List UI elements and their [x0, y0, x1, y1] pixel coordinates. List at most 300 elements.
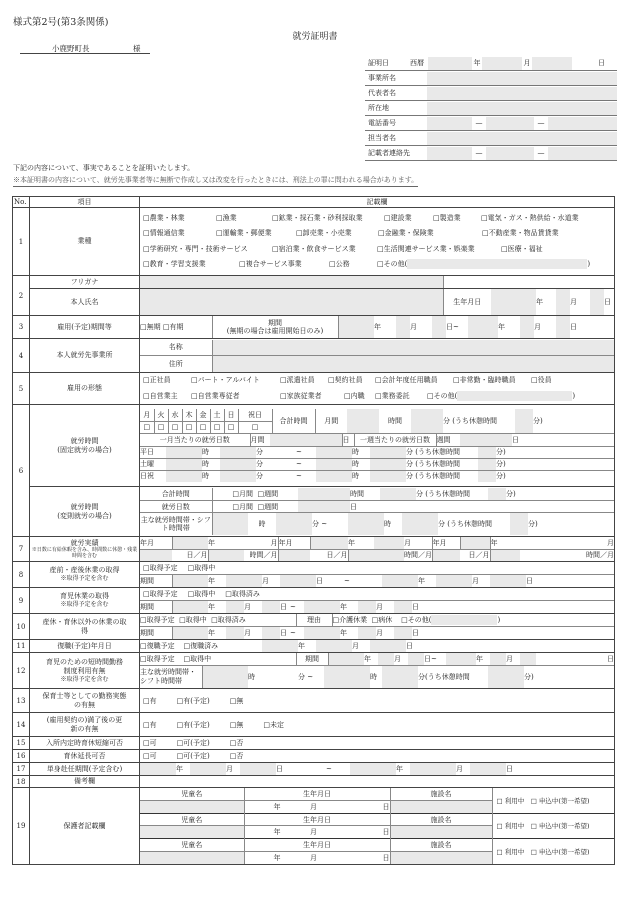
- contact-person-input[interactable]: [427, 132, 617, 145]
- row-label: 業種: [30, 208, 140, 276]
- end-month-input[interactable]: [520, 316, 534, 338]
- days-input[interactable]: [140, 549, 172, 561]
- row-no: 7: [13, 537, 30, 562]
- start-day-input[interactable]: [240, 763, 276, 775]
- industry-option[interactable]: □情報通信業: [143, 229, 185, 237]
- industry-option[interactable]: □漁業: [216, 213, 237, 222]
- day-sun: 日: [224, 409, 238, 421]
- cert-month-input[interactable]: [482, 57, 522, 70]
- yes-planned-option[interactable]: □有(予定): [176, 696, 210, 705]
- shift-start-hour[interactable]: [212, 513, 248, 535]
- day-checkbox[interactable]: □: [182, 421, 196, 433]
- start-month-input[interactable]: [378, 653, 394, 665]
- child-name-label: 児童名: [181, 840, 203, 849]
- maternity-status: [140, 563, 614, 575]
- m-label: 月: [376, 602, 383, 611]
- day-checkbox[interactable]: □: [196, 421, 210, 433]
- break-label: 分 (うち休憩時間: [438, 520, 492, 528]
- name-input[interactable]: [140, 289, 443, 315]
- writer-phone-2[interactable]: [486, 147, 534, 160]
- m-label: 月: [376, 628, 383, 637]
- var-break-input[interactable]: [488, 488, 506, 500]
- possible-planned-option[interactable]: □可(予定): [176, 739, 210, 747]
- industry-option[interactable]: □製造業: [433, 213, 461, 222]
- cert-date-label: 証明日: [368, 59, 389, 67]
- other-leave-status: [140, 614, 296, 626]
- facility-label: 施設名: [390, 813, 492, 826]
- start-hour-input[interactable]: [166, 458, 202, 470]
- days-per-week-input[interactable]: [460, 434, 512, 446]
- phone-input-1[interactable]: [427, 117, 472, 130]
- indefinite-option[interactable]: □無期: [140, 323, 161, 331]
- monthly-minutes-input[interactable]: [411, 409, 443, 433]
- ym-month-input[interactable]: [374, 537, 404, 549]
- name-label: 本人氏名: [30, 289, 140, 316]
- m-label: 月: [244, 602, 251, 611]
- workplace-address-input[interactable]: [212, 356, 614, 372]
- dash: —: [475, 149, 483, 157]
- end-min-input[interactable]: [370, 446, 406, 458]
- returned-option[interactable]: □復職済み: [183, 642, 219, 650]
- day-checkbox[interactable]: □: [154, 421, 168, 433]
- close-paren: ): [572, 391, 576, 400]
- childcare-leave-label: 育児休業の取得 ※取得予定を含む: [30, 588, 140, 614]
- start-year-input[interactable]: [328, 653, 364, 665]
- day-tue: 火: [154, 409, 168, 421]
- day-label: 日: [350, 500, 614, 512]
- end-min-input[interactable]: [370, 470, 406, 482]
- fixed-term-option[interactable]: □有期: [162, 323, 184, 331]
- start-day-input[interactable]: [432, 316, 446, 338]
- hour-label: 時: [352, 472, 359, 481]
- yes-planned-option[interactable]: □有(予定): [176, 720, 210, 729]
- industry-option[interactable]: □複合サービス事業: [239, 260, 302, 268]
- shift-start-min[interactable]: [276, 513, 312, 535]
- industry-option[interactable]: □生活関連サービス業・娯楽業: [377, 244, 475, 253]
- d-label: 日: [317, 851, 390, 864]
- row-label: (雇用契約の)満了後の更新の有無: [30, 713, 140, 737]
- row-nursery-work: [13, 689, 615, 713]
- child-name-input[interactable]: [140, 851, 244, 864]
- emp-type-option[interactable]: □正社員: [143, 376, 171, 384]
- shift-end-hour[interactable]: [324, 666, 370, 688]
- break-input[interactable]: [488, 666, 524, 688]
- in-progress-option[interactable]: □取得中: [179, 616, 207, 624]
- shift-label: 主な就労時間帯・シフト時間帯: [140, 515, 211, 532]
- break-label: 分 (うち休憩時間: [416, 490, 470, 498]
- y-label: 年: [418, 576, 425, 585]
- certification-statement: 下記の内容について、事実であることを証明いたします。: [13, 164, 195, 172]
- d-label: 日: [276, 765, 283, 773]
- start-month-input[interactable]: [226, 601, 244, 613]
- possible-option[interactable]: □可: [143, 739, 157, 747]
- cert-date-row: [365, 56, 617, 71]
- completed-option[interactable]: □取得済み: [211, 616, 246, 624]
- d-label: 日: [506, 765, 513, 773]
- month-option[interactable]: □月間: [232, 502, 254, 511]
- sick-leave-option[interactable]: □病休: [371, 616, 393, 624]
- m-label: 月: [270, 538, 278, 547]
- writer-phone-1[interactable]: [427, 147, 472, 160]
- cert-year-input[interactable]: [428, 57, 472, 70]
- emp-type-option[interactable]: □派遣社員: [280, 376, 315, 384]
- reason-label: 理由: [296, 614, 332, 626]
- day-label: 日: [342, 434, 354, 446]
- industry-line-1: [140, 211, 614, 227]
- cert-label: 所在地: [368, 104, 389, 112]
- form-number: 様式第2号(第3条関係): [13, 17, 109, 28]
- possible-option[interactable]: □可: [143, 752, 157, 760]
- start-year-input[interactable]: [172, 575, 208, 587]
- furigana-input[interactable]: [140, 276, 443, 288]
- y-label: 年: [476, 655, 483, 663]
- end-year-input[interactable]: [382, 575, 418, 587]
- day-holiday: 祝日: [238, 409, 272, 421]
- end-month-input[interactable]: [358, 627, 376, 639]
- ym-year-input[interactable]: [310, 537, 348, 549]
- end-day-input[interactable]: [470, 763, 506, 775]
- industry-option[interactable]: □運輸業・郵便業: [216, 229, 272, 237]
- industry-option[interactable]: □鉱業・採石業・砂利採取業: [272, 213, 363, 222]
- facility-input[interactable]: [390, 851, 492, 864]
- shift-end-min[interactable]: [382, 666, 418, 688]
- day-checkbox[interactable]: □: [224, 421, 238, 433]
- birth-day-input[interactable]: [590, 289, 604, 315]
- start-year-input[interactable]: [172, 601, 208, 613]
- care-leave-option[interactable]: □介護休業: [332, 616, 368, 624]
- facility-input[interactable]: [390, 801, 492, 814]
- shift-end-hour[interactable]: [348, 513, 384, 535]
- start-min-input[interactable]: [220, 470, 256, 482]
- end-day-input[interactable]: [520, 653, 536, 665]
- emp-type-option[interactable]: □自営業専従者: [191, 391, 240, 400]
- row-leave-extension: [13, 750, 615, 763]
- yes-option[interactable]: □有: [143, 696, 157, 705]
- planned-option[interactable]: □取得予定: [140, 655, 175, 663]
- d-label: 日: [317, 801, 390, 814]
- emp-type-option[interactable]: □パート・アルバイト: [191, 376, 260, 384]
- address-input[interactable]: [427, 102, 617, 115]
- hours-input[interactable]: [348, 549, 404, 561]
- return-day-input[interactable]: [370, 640, 406, 652]
- ym-year-input[interactable]: [460, 537, 490, 549]
- row-no: 13: [13, 689, 30, 713]
- end-day-input[interactable]: [556, 316, 570, 338]
- emp-type-option[interactable]: □役員: [531, 376, 552, 384]
- start-min-input[interactable]: [220, 446, 256, 458]
- end-day-input[interactable]: [394, 601, 412, 613]
- in-progress-option[interactable]: □取得中: [187, 564, 216, 572]
- return-year-input[interactable]: [262, 640, 298, 652]
- other-reason-input[interactable]: [431, 615, 497, 625]
- shift-start-hour[interactable]: [202, 666, 248, 688]
- start-month-input[interactable]: [226, 627, 244, 639]
- remarks-input[interactable]: [140, 776, 615, 788]
- hour-label: 時: [202, 460, 209, 468]
- office-name-input[interactable]: [427, 72, 617, 85]
- var-days-period: [212, 500, 298, 512]
- tilde: ~: [290, 602, 296, 611]
- row-no: 9: [13, 588, 30, 614]
- y-label: 年: [208, 576, 215, 585]
- birth-label: 生年月日: [244, 813, 390, 826]
- industry-option[interactable]: □公務: [329, 260, 350, 268]
- m-label: 月: [472, 576, 479, 585]
- fixed-shift-rows: [140, 446, 614, 483]
- row-solo-assignment: [13, 763, 615, 776]
- industry-option[interactable]: □学術研究・専門・技術サービス: [143, 244, 248, 253]
- end-hour-input[interactable]: [316, 470, 352, 482]
- short-hours-status: [140, 653, 296, 665]
- sunday-holiday-label: 日祝: [140, 472, 154, 481]
- cert-row-phone: [365, 116, 617, 131]
- weekday-grid: [140, 409, 315, 433]
- return-planned-option[interactable]: □復職予定: [140, 642, 175, 650]
- y-label: 年: [244, 851, 281, 864]
- end-hour-input[interactable]: [316, 458, 352, 470]
- end-year-input[interactable]: [446, 653, 476, 665]
- end-day-input[interactable]: [394, 627, 412, 639]
- week-option[interactable]: □週間: [257, 502, 279, 511]
- end-year-input[interactable]: [304, 627, 340, 639]
- minute-close-label: 分): [528, 520, 538, 528]
- industry-other-input[interactable]: [407, 259, 587, 269]
- emp-type-other-input[interactable]: [457, 391, 572, 401]
- child-status-options[interactable]: □ 利用中 □ 申込中(第一希望): [492, 788, 614, 813]
- weekly-label: 週間: [436, 434, 460, 446]
- workplace-name-input[interactable]: [212, 340, 614, 356]
- hour-label: 時: [258, 520, 266, 528]
- days-per-month-label: 一月当たりの就労日数: [159, 435, 230, 444]
- end-hour-input[interactable]: [316, 446, 352, 458]
- start-month-input[interactable]: [226, 575, 262, 587]
- cert-day-input[interactable]: [532, 57, 572, 70]
- day-wed: 水: [168, 409, 182, 421]
- child-status-options[interactable]: □ 利用中 □ 申込中(第一希望): [492, 813, 614, 838]
- end-month-input[interactable]: [490, 653, 506, 665]
- start-day-input[interactable]: [408, 653, 424, 665]
- start-day-input[interactable]: [262, 627, 280, 639]
- monthly-label: 月間: [315, 409, 347, 433]
- row-no: 1: [13, 208, 30, 276]
- week-option[interactable]: □週間: [257, 490, 279, 498]
- no-option[interactable]: □無: [229, 696, 244, 705]
- emp-type-option[interactable]: □家族従業者: [280, 391, 322, 400]
- end-year-input[interactable]: [468, 316, 498, 338]
- in-progress-option[interactable]: □取得中: [187, 590, 216, 598]
- start-day-input[interactable]: [262, 601, 280, 613]
- m-label: 月: [404, 538, 411, 547]
- row-no: 11: [13, 640, 30, 653]
- emp-type-option[interactable]: □自営業主: [143, 391, 178, 400]
- not-possible-option[interactable]: □否: [229, 752, 244, 760]
- tilde: ~: [344, 576, 350, 585]
- row-guardian: [13, 788, 615, 865]
- child-name-input[interactable]: [140, 826, 244, 839]
- d-label: 日: [317, 826, 390, 839]
- no-option[interactable]: □無: [229, 720, 244, 729]
- end-month-input[interactable]: [436, 575, 472, 587]
- industry-line-2: [140, 226, 614, 242]
- row-no: 2: [13, 276, 30, 316]
- tilde: ~: [296, 460, 302, 468]
- not-possible-option[interactable]: □否: [229, 739, 244, 747]
- row-maternity-leave: [13, 562, 615, 588]
- industry-option[interactable]: □金融業・保険業: [378, 229, 434, 237]
- shift-end-min[interactable]: [402, 513, 438, 535]
- row-working-hours-variable: [13, 487, 615, 537]
- yes-option[interactable]: □有: [143, 720, 157, 729]
- hour-label: 時: [370, 672, 377, 681]
- shift-break-input[interactable]: [510, 513, 528, 535]
- in-progress-option[interactable]: □取得中: [183, 655, 212, 663]
- minute-label: 分: [256, 460, 263, 468]
- industry-option[interactable]: □卸売業・小売業: [296, 229, 352, 237]
- possible-planned-option[interactable]: □可(予定): [176, 752, 210, 760]
- hours-input[interactable]: [208, 549, 244, 561]
- day-sat: 土: [210, 409, 224, 421]
- end-year-input[interactable]: [350, 763, 396, 775]
- emp-type-other-option[interactable]: □その他(: [427, 391, 458, 400]
- row-remarks: [13, 776, 615, 788]
- day-checkbox[interactable]: □: [210, 421, 224, 433]
- day-checkbox[interactable]: □: [238, 421, 272, 433]
- undecided-option[interactable]: □未定: [263, 720, 284, 729]
- m-label: 月: [506, 655, 513, 663]
- start-month-input[interactable]: [396, 316, 410, 338]
- m-label: 月: [262, 576, 269, 585]
- addressee-name: 小鹿野町長: [52, 44, 90, 53]
- ym-year-input[interactable]: [172, 537, 208, 549]
- start-hour-input[interactable]: [166, 470, 202, 482]
- cert-label: 記載者連絡先: [368, 149, 410, 157]
- break-minutes-input[interactable]: [515, 409, 533, 433]
- birth-month-input[interactable]: [556, 289, 570, 315]
- industry-line-3: [140, 242, 614, 258]
- start-year-input[interactable]: [140, 763, 176, 775]
- return-month-input[interactable]: [316, 640, 352, 652]
- facility-input[interactable]: [390, 826, 492, 839]
- birth-label: 生年月日: [443, 289, 491, 315]
- child-status-options[interactable]: □ 利用中 □ 申込中(第一希望): [492, 839, 614, 864]
- industry-option[interactable]: □教育・学習支援業: [143, 260, 206, 268]
- industry-option[interactable]: □建設業: [384, 213, 412, 222]
- days-input[interactable]: [432, 549, 460, 561]
- end-day-input[interactable]: [490, 575, 526, 587]
- row-label: 雇用の形態: [30, 373, 140, 405]
- var-total-period: [212, 488, 298, 500]
- start-min-input[interactable]: [220, 458, 256, 470]
- ym-label: 年月: [278, 537, 310, 549]
- y-label: 年: [374, 323, 381, 331]
- month-option[interactable]: □月間: [232, 490, 254, 498]
- planned-option[interactable]: □取得予定: [140, 616, 175, 624]
- var-min-input[interactable]: [380, 488, 416, 500]
- monthly-hours-input[interactable]: [347, 409, 379, 433]
- row-label: 復職(予定)年月日: [30, 640, 140, 653]
- start-day-input[interactable]: [280, 575, 316, 587]
- d-label: 日: [316, 576, 323, 585]
- industry-other-option[interactable]: □その他(: [377, 260, 408, 268]
- header-entry: 記載欄: [140, 197, 615, 208]
- end-month-input[interactable]: [358, 601, 376, 613]
- break-input[interactable]: [478, 470, 496, 482]
- planned-option[interactable]: □取得予定: [143, 564, 178, 572]
- industry-option[interactable]: □農業・林業: [143, 213, 185, 222]
- end-year-input[interactable]: [304, 601, 340, 613]
- writer-phone-3[interactable]: [548, 147, 617, 160]
- start-year-input[interactable]: [338, 316, 374, 338]
- minute-close-label: 分): [496, 448, 506, 456]
- d-label: 日: [412, 602, 419, 611]
- break-input[interactable]: [478, 458, 496, 470]
- break-label: 分 (うち休憩時間: [406, 472, 460, 481]
- d-label: 日: [280, 602, 287, 611]
- m-label: 月: [281, 826, 318, 839]
- start-year-input[interactable]: [172, 627, 208, 639]
- phone-input-3[interactable]: [548, 117, 617, 130]
- industry-option[interactable]: □宿泊業・飲食サービス業: [272, 244, 356, 253]
- row-childcare-leave: [13, 588, 615, 614]
- day-checkbox[interactable]: □: [168, 421, 182, 433]
- birth-year-input[interactable]: [491, 289, 536, 315]
- days-input[interactable]: [278, 549, 310, 561]
- period-label: 期間: [140, 602, 154, 611]
- row-contract-renewal: [13, 713, 615, 737]
- end-min-input[interactable]: [370, 458, 406, 470]
- industry-option[interactable]: □電気・ガス・熱供給・水道業: [481, 213, 579, 222]
- start-month-input[interactable]: [190, 763, 226, 775]
- industry-option[interactable]: □不動産業・物品賃貸業: [482, 229, 559, 237]
- phone-input-2[interactable]: [486, 117, 534, 130]
- row-short-hours: [13, 653, 615, 689]
- emp-type-option[interactable]: □契約社員: [328, 376, 363, 384]
- child-name-input[interactable]: [140, 801, 244, 814]
- emp-type-option[interactable]: □内職: [344, 391, 365, 400]
- emp-type-option[interactable]: □会計年度任用職員: [375, 376, 438, 384]
- other-reason-option[interactable]: □その他(: [401, 616, 432, 624]
- break-input[interactable]: [478, 446, 496, 458]
- completed-option[interactable]: □取得済み: [225, 590, 260, 598]
- cert-row-rep: [365, 86, 617, 101]
- day-checkbox[interactable]: □: [140, 421, 154, 433]
- var-days-input[interactable]: [298, 500, 350, 512]
- industry-option[interactable]: □医療・福祉: [501, 244, 543, 253]
- start-hour-input[interactable]: [166, 446, 202, 458]
- min-to-label: 分 ~: [298, 672, 314, 681]
- days-per-month-input[interactable]: [270, 434, 342, 446]
- row-no: 16: [13, 750, 30, 763]
- emp-type-option[interactable]: □非常勤・臨時職員: [453, 376, 516, 384]
- hours-input[interactable]: [490, 549, 520, 561]
- planned-option[interactable]: □取得予定: [143, 590, 178, 598]
- minute-close-label: 分): [496, 472, 506, 481]
- m-label: 月: [226, 765, 233, 773]
- var-hours-input[interactable]: [298, 488, 350, 500]
- row-no: 4: [13, 339, 30, 373]
- emp-type-option[interactable]: □業務委託: [375, 391, 410, 400]
- representative-input[interactable]: [427, 87, 617, 100]
- hours-month-label: 時間／月: [244, 549, 278, 561]
- row-no: 18: [13, 776, 30, 788]
- cert-label: 担当者名: [368, 134, 396, 142]
- y-label: 年: [244, 801, 281, 814]
- row-label: 産休・育休以外の休業の取得: [30, 614, 140, 640]
- day-mon: 月: [143, 410, 151, 419]
- row-person-name: [13, 276, 615, 289]
- row-person-name-2: [13, 289, 615, 316]
- end-month-input[interactable]: [410, 763, 456, 775]
